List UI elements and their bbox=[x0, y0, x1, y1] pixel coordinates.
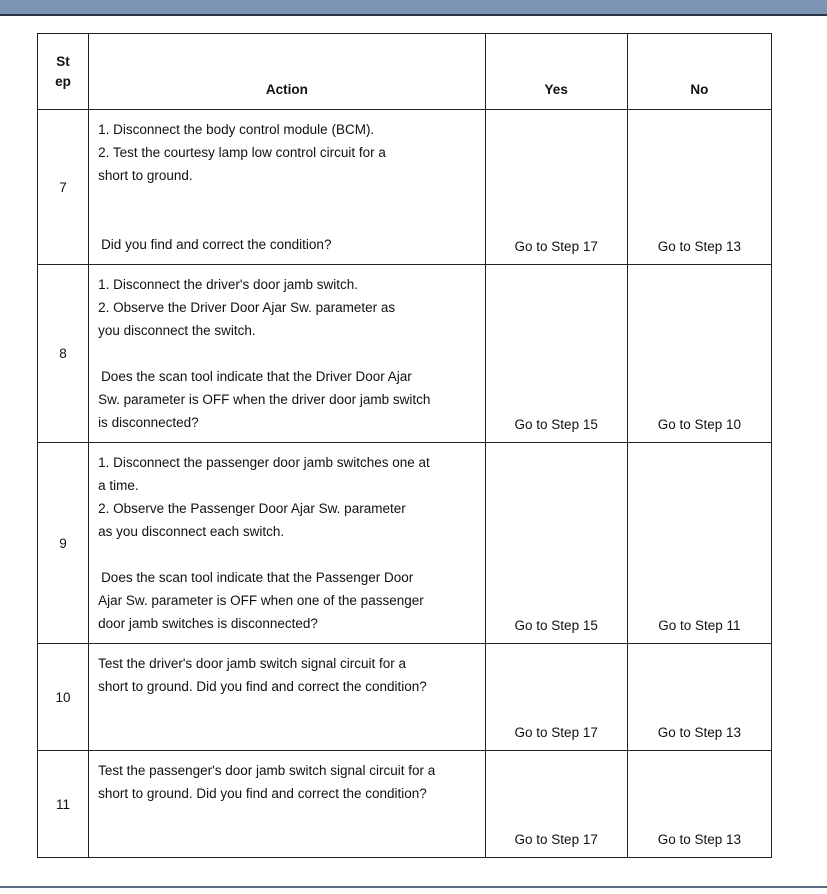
action-cell bbox=[89, 110, 486, 265]
table-row bbox=[38, 644, 772, 751]
action-cell bbox=[89, 265, 486, 443]
no-cell: Go to Step 13 bbox=[627, 110, 771, 265]
action-cell bbox=[89, 751, 486, 858]
action-line: 2. Observe the Driver Door Ajar Sw. parameter as bbox=[98, 300, 396, 315]
no-cell: Go to Step 13 bbox=[627, 751, 771, 858]
action-line: Test the driver's door jamb switch signal circuit for a bbox=[98, 656, 407, 671]
action-question: Sw. parameter is OFF when the driver door jamb switch bbox=[98, 392, 431, 407]
action-line: you disconnect the switch. bbox=[98, 323, 256, 338]
no-cell: Go to Step 11 bbox=[627, 443, 771, 644]
action-line: short to ground. Did you find and correct the condition? bbox=[98, 679, 427, 694]
step-number: 10 bbox=[38, 644, 89, 751]
header-no: No bbox=[627, 34, 771, 110]
action-line: 1. Disconnect the body control module (BCM). bbox=[98, 122, 375, 137]
header-step-line1: St bbox=[56, 53, 70, 69]
action-question: door jamb switches is disconnected? bbox=[98, 616, 318, 631]
action-line: Test the passenger's door jamb switch signal circuit for a bbox=[98, 763, 436, 778]
yes-cell: Go to Step 17 bbox=[485, 110, 627, 265]
action-line: as you disconnect each switch. bbox=[98, 524, 285, 539]
action-question: Did you find and correct the condition? bbox=[101, 237, 332, 252]
step-number: 11 bbox=[38, 751, 89, 858]
table-row bbox=[38, 265, 772, 443]
action-line: 1. Disconnect the passenger door jamb switches one at bbox=[98, 455, 430, 470]
yes-cell: Go to Step 17 bbox=[485, 751, 627, 858]
no-cell: Go to Step 13 bbox=[627, 644, 771, 751]
action-line: 1. Disconnect the driver's door jamb switch. bbox=[98, 277, 358, 292]
action-cell bbox=[89, 644, 486, 751]
step-number: 7 bbox=[38, 110, 89, 265]
action-question: is disconnected? bbox=[98, 415, 199, 430]
action-question: Ajar Sw. parameter is OFF when one of the passenger bbox=[98, 593, 424, 608]
header-step-line2: ep bbox=[55, 73, 71, 89]
action-question: Does the scan tool indicate that the Driver Door Ajar bbox=[101, 369, 412, 384]
top-header-bar bbox=[0, 0, 827, 16]
table-row bbox=[38, 751, 772, 858]
action-cell bbox=[89, 443, 486, 644]
header-action: Action bbox=[89, 34, 486, 110]
table-header-row bbox=[38, 34, 772, 110]
bottom-rule bbox=[0, 886, 827, 888]
yes-cell: Go to Step 15 bbox=[485, 265, 627, 443]
step-number: 9 bbox=[38, 443, 89, 644]
no-cell: Go to Step 10 bbox=[627, 265, 771, 443]
action-question: Does the scan tool indicate that the Passenger Door bbox=[101, 570, 414, 585]
action-line: short to ground. Did you find and correct the condition? bbox=[98, 786, 427, 801]
action-line: 2. Observe the Passenger Door Ajar Sw. parameter bbox=[98, 501, 406, 516]
header-step bbox=[38, 34, 89, 110]
action-line: a time. bbox=[98, 478, 139, 493]
action-line: short to ground. bbox=[98, 168, 193, 183]
diagnostic-table bbox=[37, 33, 772, 858]
action-line: 2. Test the courtesy lamp low control circuit for a bbox=[98, 145, 386, 160]
yes-cell: Go to Step 15 bbox=[485, 443, 627, 644]
table-row bbox=[38, 110, 772, 265]
table-row bbox=[38, 443, 772, 644]
header-yes: Yes bbox=[485, 34, 627, 110]
yes-cell: Go to Step 17 bbox=[485, 644, 627, 751]
step-number: 8 bbox=[38, 265, 89, 443]
